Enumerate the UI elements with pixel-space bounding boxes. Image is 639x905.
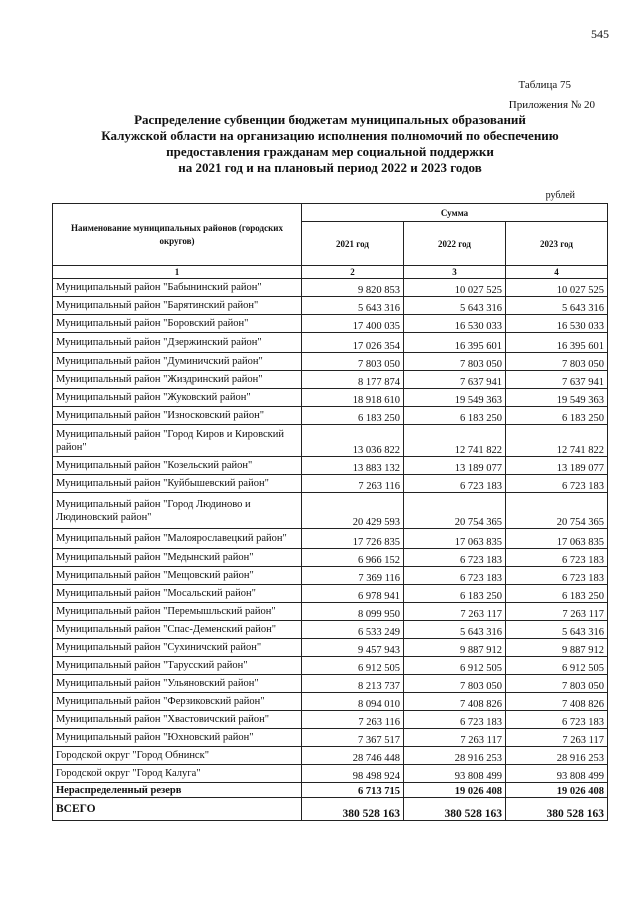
value-2023: 7 803 050: [506, 353, 608, 371]
table-row: [53, 675, 608, 693]
row-name: Муниципальный район "Козельский район": [53, 457, 302, 475]
value-2021: 8 177 874: [302, 371, 404, 389]
table-row: [53, 783, 608, 798]
value-2023: 6 183 250: [506, 407, 608, 425]
row-name: Муниципальный район "Ульяновский район": [53, 675, 302, 693]
value-2022: 380 528 163: [404, 798, 506, 821]
column-index: 4: [506, 266, 608, 279]
value-2022: 5 643 316: [404, 297, 506, 315]
appendix-reference: Приложения № 20: [508, 99, 595, 111]
value-2023: 17 063 835: [506, 529, 608, 549]
value-2023: 6 723 183: [506, 567, 608, 585]
value-2021: 17 726 835: [302, 529, 404, 549]
value-2023: 9 887 912: [506, 639, 608, 657]
value-2021: 13 036 822: [302, 425, 404, 457]
value-2023: 7 803 050: [506, 675, 608, 693]
page-number: 545: [591, 27, 609, 41]
table-row: [53, 279, 608, 297]
value-2021: 17 400 035: [302, 315, 404, 333]
table-row: [53, 765, 608, 783]
table-row: [53, 639, 608, 657]
value-2021: 7 369 116: [302, 567, 404, 585]
table-row: [53, 353, 608, 371]
table-row: [53, 407, 608, 425]
value-2023: 7 263 117: [506, 729, 608, 747]
title-line: на 2021 год и на плановый период 2022 и 2023 годов: [178, 160, 482, 175]
value-2021: 7 263 116: [302, 475, 404, 493]
value-2023: 16 530 033: [506, 315, 608, 333]
row-name: Муниципальный район "Барятинский район": [53, 297, 302, 315]
header-2023: 2023 год: [506, 222, 608, 266]
row-name: Муниципальный район "Дзержинский район": [53, 333, 302, 353]
value-2023: 12 741 822: [506, 425, 608, 457]
table-row: [53, 567, 608, 585]
value-2023: 6 723 183: [506, 549, 608, 567]
column-index: 2: [302, 266, 404, 279]
value-2022: 13 189 077: [404, 457, 506, 475]
row-name: Муниципальный район "Хвастовичский район": [53, 711, 302, 729]
row-name: ВСЕГО: [53, 798, 302, 821]
table-row: [53, 297, 608, 315]
header-2021: 2021 год: [302, 222, 404, 266]
value-2023: 7 408 826: [506, 693, 608, 711]
header-name-column: Наименование муниципальных районов (городских округов): [53, 204, 302, 266]
row-name: Муниципальный район "Ферзиковский район": [53, 693, 302, 711]
value-2023: 7 263 117: [506, 603, 608, 621]
table-row: [53, 585, 608, 603]
header-sum: Сумма: [302, 204, 608, 222]
value-2022: 7 408 826: [404, 693, 506, 711]
subsidy-table: [52, 203, 608, 821]
value-2023: 19 026 408: [506, 783, 608, 798]
value-2022: 16 530 033: [404, 315, 506, 333]
table-row: [53, 549, 608, 567]
value-2023: 5 643 316: [506, 297, 608, 315]
value-2021: 8 213 737: [302, 675, 404, 693]
row-name: Муниципальный район "Жуковский район": [53, 389, 302, 407]
value-2021: 28 746 448: [302, 747, 404, 765]
row-name: Муниципальный район "Мосальский район": [53, 585, 302, 603]
value-2023: 5 643 316: [506, 621, 608, 639]
value-2022: 7 803 050: [404, 675, 506, 693]
value-2022: 28 916 253: [404, 747, 506, 765]
row-name: Городской округ "Город Обнинск": [53, 747, 302, 765]
value-2022: 6 183 250: [404, 585, 506, 603]
value-2021: 380 528 163: [302, 798, 404, 821]
row-name: Муниципальный район "Сухиничский район": [53, 639, 302, 657]
value-2023: 16 395 601: [506, 333, 608, 353]
table-row: [53, 493, 608, 529]
value-2022: 7 263 117: [404, 603, 506, 621]
row-name: Муниципальный район "Медынский район": [53, 549, 302, 567]
row-name: Муниципальный район "Спас-Деменский район": [53, 621, 302, 639]
value-2022: 7 803 050: [404, 353, 506, 371]
value-2021: 17 026 354: [302, 333, 404, 353]
value-2021: 7 263 116: [302, 711, 404, 729]
row-name: Муниципальный район "Тарусский район": [53, 657, 302, 675]
row-name: Муниципальный район "Жиздринский район": [53, 371, 302, 389]
table-row: [53, 457, 608, 475]
title-line: Распределение субвенции бюджетам муниципальных образований: [134, 112, 526, 127]
row-name: Муниципальный район "Город Киров и Кировский район": [53, 425, 302, 457]
value-2022: 20 754 365: [404, 493, 506, 529]
table-row: [53, 729, 608, 747]
table-row: [53, 389, 608, 407]
value-2022: 12 741 822: [404, 425, 506, 457]
value-2021: 6 966 152: [302, 549, 404, 567]
value-2023: 6 183 250: [506, 585, 608, 603]
value-2021: 8 099 950: [302, 603, 404, 621]
row-name: Муниципальный район "Мещовский район": [53, 567, 302, 585]
value-2023: 10 027 525: [506, 279, 608, 297]
row-name: Муниципальный район "Боровский район": [53, 315, 302, 333]
value-2022: 6 723 183: [404, 475, 506, 493]
value-2023: 6 723 183: [506, 711, 608, 729]
row-name: Нераспределенный резерв: [53, 783, 302, 798]
value-2021: 7 367 517: [302, 729, 404, 747]
value-2021: 9 820 853: [302, 279, 404, 297]
value-2022: 19 549 363: [404, 389, 506, 407]
row-name: Муниципальный район "Юхновский район": [53, 729, 302, 747]
value-2022: 19 026 408: [404, 783, 506, 798]
table-row: [53, 425, 608, 457]
table-row: [53, 747, 608, 765]
table-row: [53, 603, 608, 621]
value-2022: 6 912 505: [404, 657, 506, 675]
value-2023: 13 189 077: [506, 457, 608, 475]
value-2022: 10 027 525: [404, 279, 506, 297]
value-2021: 9 457 943: [302, 639, 404, 657]
row-name: Муниципальный район "Перемышльский район": [53, 603, 302, 621]
row-name: Муниципальный район "Думиничский район": [53, 353, 302, 371]
title-line: предоставления гражданам мер социальной поддержки: [166, 144, 494, 159]
value-2021: 7 803 050: [302, 353, 404, 371]
value-2021: 20 429 593: [302, 493, 404, 529]
value-2021: 8 094 010: [302, 693, 404, 711]
value-2023: 28 916 253: [506, 747, 608, 765]
row-name: Муниципальный район "Малоярославецкий район": [53, 529, 302, 549]
value-2021: 6 978 941: [302, 585, 404, 603]
column-index: 1: [53, 266, 302, 279]
table-row: [53, 475, 608, 493]
value-2021: 98 498 924: [302, 765, 404, 783]
table-row: [53, 333, 608, 353]
value-2022: 7 637 941: [404, 371, 506, 389]
row-name: Городской округ "Город Калуга": [53, 765, 302, 783]
value-2021: 6 533 249: [302, 621, 404, 639]
value-2022: 6 723 183: [404, 711, 506, 729]
value-2022: 93 808 499: [404, 765, 506, 783]
value-2023: 7 637 941: [506, 371, 608, 389]
table-row: [53, 693, 608, 711]
value-2022: 6 723 183: [404, 549, 506, 567]
table-row: [53, 798, 608, 821]
value-2021: 6 713 715: [302, 783, 404, 798]
value-2022: 9 887 912: [404, 639, 506, 657]
table-reference: Таблица 75: [518, 79, 571, 91]
row-name: Муниципальный район "Город Людиново и Людиновский район": [53, 493, 302, 529]
value-2021: 18 918 610: [302, 389, 404, 407]
row-name: Муниципальный район "Бабынинский район": [53, 279, 302, 297]
value-2022: 6 723 183: [404, 567, 506, 585]
value-2022: 16 395 601: [404, 333, 506, 353]
value-2022: 5 643 316: [404, 621, 506, 639]
title-line: Калужской области на организацию исполнения полномочий по обеспечению: [101, 128, 559, 143]
value-2023: 20 754 365: [506, 493, 608, 529]
value-2023: 19 549 363: [506, 389, 608, 407]
value-2021: 5 643 316: [302, 297, 404, 315]
value-2021: 13 883 132: [302, 457, 404, 475]
value-2023: 6 912 505: [506, 657, 608, 675]
value-2023: 380 528 163: [506, 798, 608, 821]
table-row: [53, 711, 608, 729]
header-2022: 2022 год: [404, 222, 506, 266]
value-2022: 6 183 250: [404, 407, 506, 425]
units-label: рублей: [545, 190, 575, 201]
value-2021: 6 183 250: [302, 407, 404, 425]
column-index-row: [53, 266, 608, 279]
value-2022: 17 063 835: [404, 529, 506, 549]
table-row: [53, 621, 608, 639]
value-2021: 6 912 505: [302, 657, 404, 675]
table-row: [53, 371, 608, 389]
table-row: [53, 315, 608, 333]
table-row: [53, 657, 608, 675]
column-index: 3: [404, 266, 506, 279]
value-2023: 6 723 183: [506, 475, 608, 493]
document-title: [60, 112, 600, 176]
value-2023: 93 808 499: [506, 765, 608, 783]
row-name: Муниципальный район "Износковский район": [53, 407, 302, 425]
row-name: Муниципальный район "Куйбышевский район": [53, 475, 302, 493]
table-row: [53, 529, 608, 549]
value-2022: 7 263 117: [404, 729, 506, 747]
